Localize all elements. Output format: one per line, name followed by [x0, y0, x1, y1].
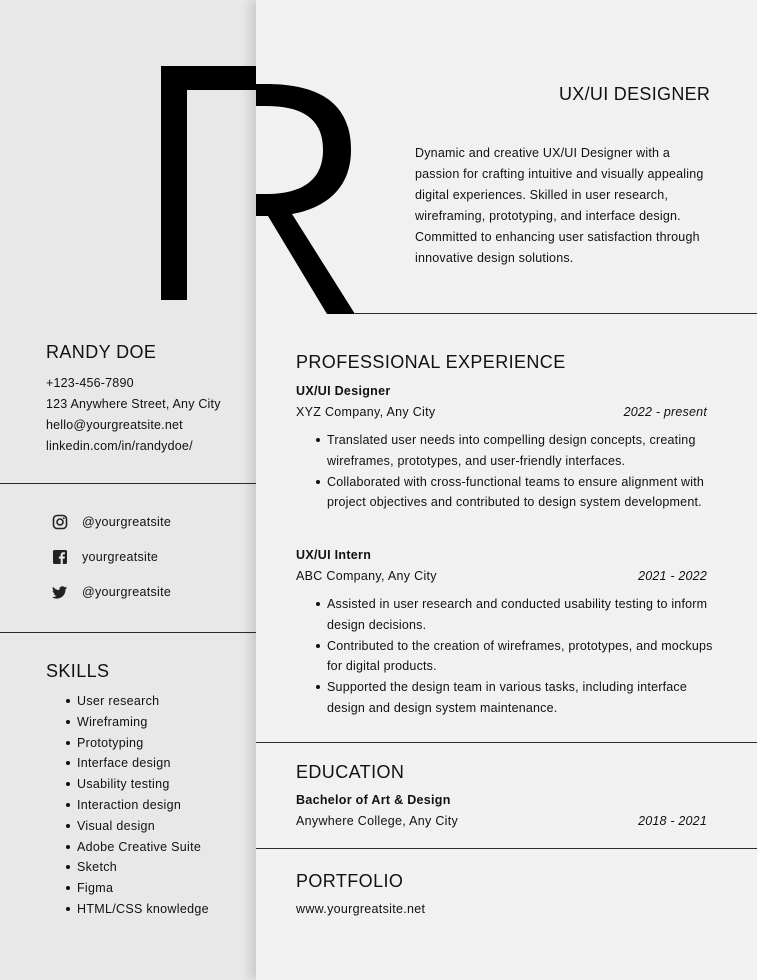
profile-summary: Dynamic and creative UX/UI Designer with a passion for crafting intuitive and visually appealing digital experiences. Skilled in user research, wireframing, prototyping, and interface design. Committed to enhancing user satisfaction through innovative design solutions.	[415, 146, 704, 265]
email-link[interactable]: hello@yourgreatsite.net	[46, 418, 183, 432]
job-2-title: UX/UI Intern	[296, 548, 372, 562]
social-instagram[interactable]	[52, 512, 252, 532]
list-item: User research	[77, 691, 209, 712]
list-item: Assisted in user research and conducted usability testing to inform design decisions.	[327, 594, 717, 636]
divider-top-right	[355, 313, 757, 314]
facebook-handle: yourgreatsite	[82, 550, 159, 564]
list-item: Sketch	[77, 857, 209, 878]
linkedin-link[interactable]: linkedin.com/in/randydoe/	[46, 439, 193, 453]
job-1-duties	[327, 430, 717, 513]
job-2-company: ABC Company, Any City	[296, 569, 437, 583]
list-item: Adobe Creative Suite	[77, 837, 209, 858]
list-item: Interface design	[77, 753, 209, 774]
list-item: Translated user needs into compelling design concepts, creating wireframes, prototypes, and user-friendly interfaces.	[327, 430, 717, 472]
twitter-handle: @yourgreatsite	[82, 585, 172, 599]
job-1-dates: 2022 - present	[623, 405, 707, 419]
address-text: 123 Anywhere Street, Any City	[46, 397, 221, 411]
job-1-company: XYZ Company, Any City	[296, 405, 436, 419]
divider-right-2	[256, 848, 757, 849]
twitter-icon	[52, 584, 68, 600]
job-2-duties	[327, 594, 717, 719]
skills-list	[77, 691, 209, 920]
list-item: Prototyping	[77, 733, 209, 754]
instagram-handle: @yourgreatsite	[82, 515, 172, 529]
skills-heading: SKILLS	[46, 661, 110, 681]
divider-left-1	[0, 483, 256, 484]
list-item: Usability testing	[77, 774, 209, 795]
job-1-title: UX/UI Designer	[296, 384, 391, 398]
list-item: Contributed to the creation of wireframes, prototypes, and mockups for digital products.	[327, 636, 717, 678]
facebook-icon	[52, 549, 68, 565]
divider-left-2	[0, 632, 256, 633]
list-item: Interaction design	[77, 795, 209, 816]
list-item: Wireframing	[77, 712, 209, 733]
experience-heading: PROFESSIONAL EXPERIENCE	[296, 352, 566, 372]
school-text: Anywhere College, Any City	[296, 814, 459, 828]
phone-text: +123-456-7890	[46, 376, 134, 390]
contact-info	[46, 373, 221, 457]
social-facebook[interactable]	[52, 547, 252, 567]
divider-right-1	[256, 742, 757, 743]
job-title-header: UX/UI DESIGNER	[559, 84, 711, 104]
instagram-icon	[52, 514, 68, 530]
list-item: Collaborated with cross-functional teams to ensure alignment with project objectives and contributed to design system development.	[327, 472, 717, 514]
list-item: Supported the design team in various tasks, including interface design and design system maintenance.	[327, 677, 717, 719]
job-2-dates: 2021 - 2022	[638, 569, 707, 583]
portfolio-heading: PORTFOLIO	[296, 871, 404, 891]
degree-text: Bachelor of Art & Design	[296, 793, 451, 807]
education-heading: EDUCATION	[296, 762, 405, 782]
social-twitter[interactable]	[52, 582, 252, 602]
list-item: Visual design	[77, 816, 209, 837]
education-dates: 2018 - 2021	[638, 814, 707, 828]
list-item: Figma	[77, 878, 209, 899]
list-item: HTML/CSS knowledge	[77, 899, 209, 920]
candidate-name: RANDY DOE	[46, 342, 157, 362]
portfolio-link[interactable]: www.yourgreatsite.net	[296, 902, 426, 916]
